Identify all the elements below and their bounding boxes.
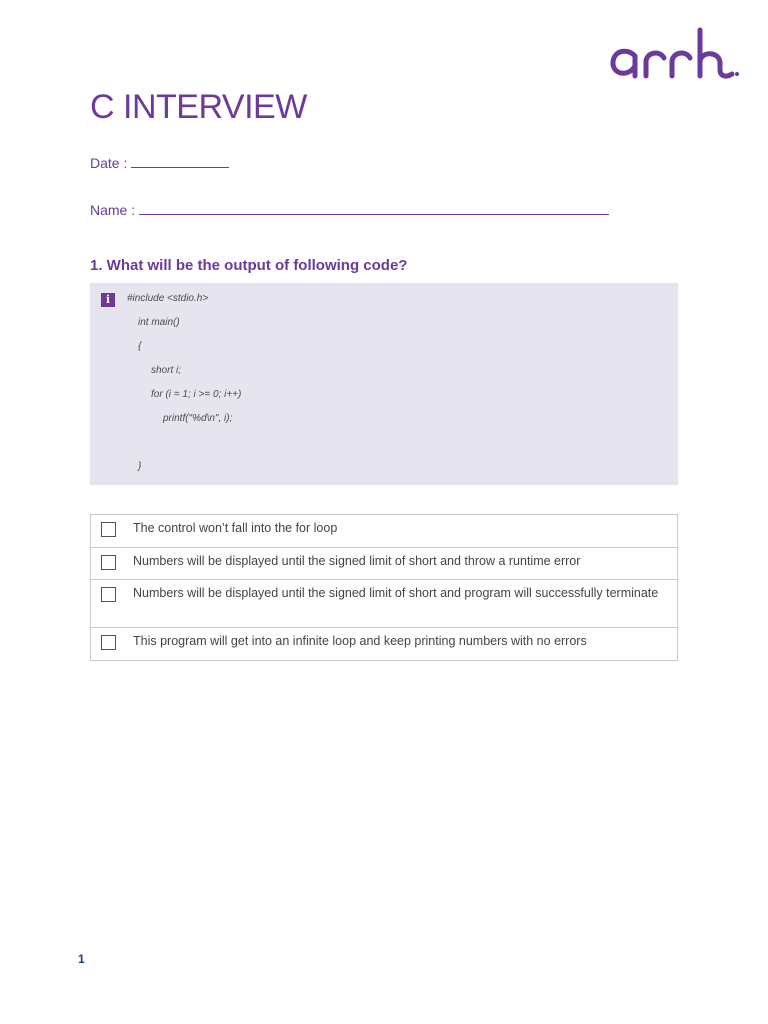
option-checkbox[interactable] <box>101 587 116 602</box>
option-row <box>91 515 678 548</box>
name-field[interactable] <box>90 201 609 218</box>
option-row <box>91 548 678 580</box>
option-text: This program will get into an infinite loop and keep printing numbers with no errors <box>131 628 678 661</box>
option-checkbox[interactable] <box>101 522 116 537</box>
option-row <box>91 580 678 628</box>
option-row <box>91 628 678 661</box>
code-line: { <box>138 341 142 352</box>
option-checkbox[interactable] <box>101 635 116 650</box>
arrk-logo <box>608 26 743 82</box>
code-line: } <box>138 461 142 472</box>
page-title: C INTERVIEW <box>90 88 307 126</box>
option-checkbox[interactable] <box>101 555 116 570</box>
option-text: Numbers will be displayed until the signed limit of short and throw a runtime error <box>131 548 678 580</box>
date-underline <box>131 154 229 168</box>
option-text: The control won’t fall into the for loop <box>131 515 678 548</box>
code-line: printf("%d\n", i); <box>163 413 233 424</box>
code-line: for (i = 1; i >= 0; i++) <box>151 389 242 400</box>
code-block <box>90 283 678 485</box>
page-number: 1 <box>78 952 85 966</box>
date-label: Date : <box>90 155 128 171</box>
code-line: short i; <box>151 365 182 376</box>
code-line: int main() <box>138 317 180 328</box>
option-text: Numbers will be displayed until the signed limit of short and program will successfully terminate <box>131 580 678 628</box>
date-field[interactable] <box>90 154 229 171</box>
name-underline <box>139 201 609 215</box>
answer-options <box>90 514 678 661</box>
name-label: Name : <box>90 202 136 218</box>
question-title: 1. What will be the output of following code? <box>90 257 408 274</box>
code-line: #include <stdio.h> <box>127 293 209 304</box>
info-icon: i <box>101 293 115 307</box>
